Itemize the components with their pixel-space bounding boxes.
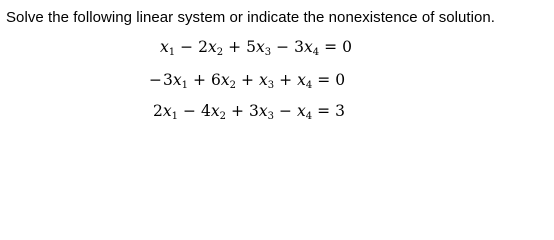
equals-sign: = [324, 38, 338, 56]
variable-subscript: 3 [267, 111, 274, 122]
variable-subscript: 4 [305, 111, 313, 122]
right-hand-side: 3 [335, 102, 345, 120]
variable-subscript: 1 [171, 111, 178, 122]
variable: x [220, 71, 230, 89]
variable: x [160, 38, 169, 56]
coefficient: 3 [163, 71, 173, 89]
equation-3 [153, 104, 345, 120]
coefficient: 5 [246, 38, 256, 56]
problem-statement: Solve the following linear system or indicate the nonexistence of solution. [6, 9, 496, 26]
variable-subscript: 1 [181, 80, 188, 91]
variable-subscript: 4 [312, 47, 320, 58]
operator: + [231, 102, 244, 120]
variable-subscript: 3 [264, 47, 272, 58]
variable-subscript: 2 [229, 80, 236, 91]
leading-sign: − [149, 71, 162, 89]
operator: + [193, 71, 206, 89]
variable: x [208, 38, 217, 56]
variable: x [297, 102, 306, 120]
variable-subscript: 2 [216, 47, 224, 58]
operator: − [180, 38, 194, 56]
variable: x [162, 102, 172, 120]
coefficient: 6 [211, 71, 221, 89]
operator: + [228, 38, 242, 56]
variable: x [256, 38, 265, 56]
operator: − [183, 102, 196, 120]
coefficient: 3 [294, 38, 304, 56]
right-hand-side: 0 [335, 71, 346, 89]
coefficient: 2 [153, 102, 163, 120]
equation-1 [160, 40, 352, 56]
operator: − [276, 38, 290, 56]
variable: x [304, 38, 313, 56]
variable: x [172, 71, 182, 89]
coefficient: 4 [201, 102, 211, 120]
operator: + [279, 71, 293, 89]
coefficient: 3 [249, 102, 259, 120]
operator: + [241, 71, 254, 89]
variable-subscript: 4 [305, 80, 313, 91]
right-hand-side: 0 [342, 38, 352, 56]
variable: x [258, 102, 268, 120]
variable-subscript: 2 [219, 111, 226, 122]
equals-sign: = [317, 102, 331, 120]
variable: x [259, 71, 268, 89]
variable: x [210, 102, 220, 120]
variable-subscript: 3 [267, 80, 275, 91]
variable-subscript: 1 [168, 47, 176, 58]
equals-sign: = [317, 71, 331, 89]
equation-2 [149, 73, 345, 89]
coefficient: 2 [198, 38, 208, 56]
variable: x [297, 71, 306, 89]
operator: − [279, 102, 292, 120]
